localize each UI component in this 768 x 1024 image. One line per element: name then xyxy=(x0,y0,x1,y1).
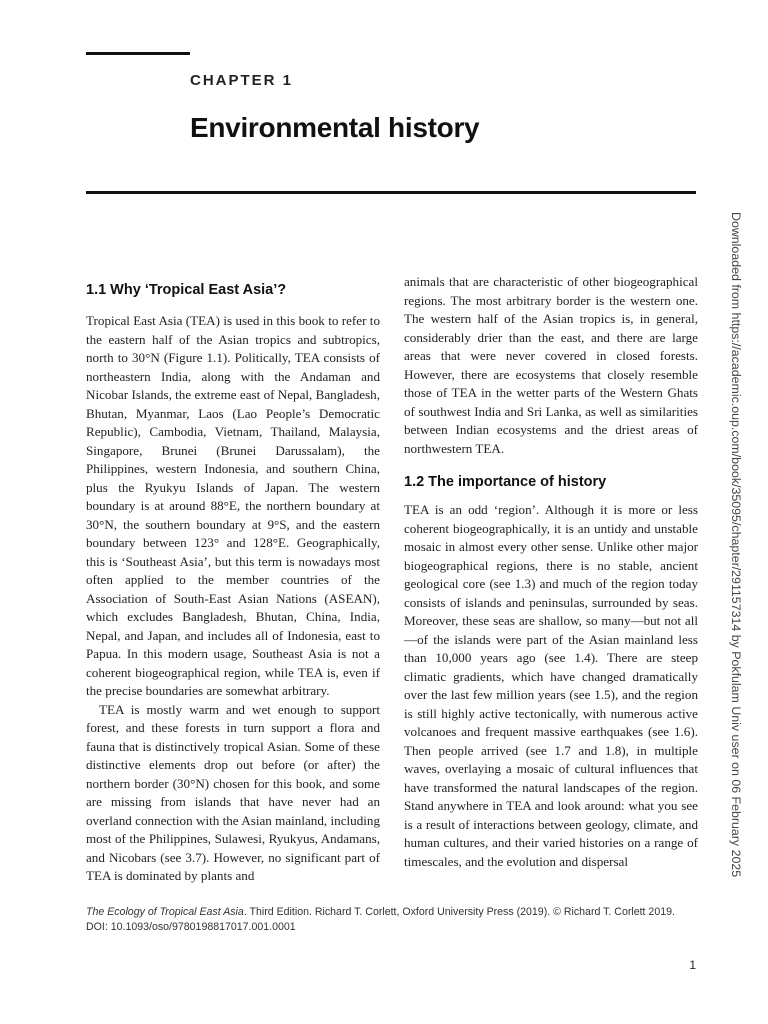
doi: DOI: 10.1093/oso/9780198817017.001.0001 xyxy=(86,921,296,933)
book-title: The Ecology of Tropical East Asia xyxy=(86,906,244,918)
download-watermark: Downloaded from https://academic.oup.com/book/35095/chapter/291157314 by Pokfulam Univ user on 06 February 2025 xyxy=(729,212,743,878)
section-heading-1-1: 1.1 Why ‘Tropical East Asia’? xyxy=(86,282,287,298)
paragraph: TEA is an odd ‘region’. Although it is more or less coherent biogeographically, it is an untidy and unstable mosaic in almost every other sense. Unlike other major biogeographical regions, there is no stable, ancient geological core (see 1.3) and much of the region today consists of islands and peninsulas, surrounded by seas. Moreover, these seas are shallow, so many—but not all—of the islands were part of the Asian mainland less than 10,000 years ago (see 1.4). There are steep climatic gradients, which have changed dramatically over the last few million years (see 1.5), and the region is still highly active tectonically, with numerous active volcanoes and frequent massive earthquakes (see 1.6). Then people arrived (see 1.7 and 1.8), in multiple waves, overlaying a mosaic of cultural influences that have transformed the natural landscapes of the region. Stand anywhere in TEA and look around: what you see is a result of interactions between geology, climate, and human cultures, and their varied histories on a range of timescales, and the evolution and dispersal xyxy=(404,502,698,869)
chapter-label: CHAPTER 1 xyxy=(190,72,294,89)
paragraph: TEA is mostly warm and wet enough to support forest, and these forests in turn support a flora and fauna that is distinctively tropical Asian. Some of these distinctive elements drop out before (or after) the northern border (30°N) chosen for this book, and some are missing from islands that have never had an overland connection with the Asian mainland, including most of the Philippines, Sulawesi, Ryukyus, Andamans, and Nicobars (see 3.7). However, no significant part of TEA is dominated by plants and xyxy=(86,701,380,883)
chapter-title: Environmental history xyxy=(190,112,480,143)
paragraph: Tropical East Asia (TEA) is used in this book to refer to the eastern half of the Asian tropics and subtropics, north to 30°N (Figure 1.1). Politically, TEA consists of northeastern India, along with the Andaman and Nicobar Islands, the extreme east of Nepal, Bangladesh, Bhutan, Myanmar, Laos (Lao People’s Democratic Republic), Cambodia, Vietnam, Thailand, Malaysia, Singapore, Brunei (Brunei Darussalam), the Philippines, western Indonesia, and southern China, plus the Ryukyu Islands of Japan. The western boundary is at around 88°E, the northern boundary at 30°N, the southern boundary at 9°S, and the eastern boundary between 123° and 128°E. Geographically, this is ‘Southeast Asia’, but this term is nowadays most often applied to the member countries of the Association of South-East Asian Nations (ASEAN), which excludes Bangladesh, Bhutan, China, India, Nepal, and Japan, and includes all of Indonesia, east to Papua. In this modern usage, Southeast Asia is not a coherent biogeographical region, while TEA is, even if the precise boundaries are somewhat arbitrary. xyxy=(86,313,380,698)
paragraph: animals that are characteristic of other biogeographical regions. The most arbitrary border is the western one. The western half of the Asian tropics is, in general, considerably drier than the east, and there are large areas that were never covered in closed forests. However, there are ecosystems that closely resemble those of TEA in the wetter parts of the Western Ghats of southwest India and Sri Lanka, as well as similarities between Indian ecosystems and the driest areas of northwestern TEA. xyxy=(404,274,698,456)
section-heading-1-2: 1.2 The importance of history xyxy=(404,474,607,490)
page-number: 1 xyxy=(689,958,696,972)
top-rule xyxy=(86,52,190,55)
left-column xyxy=(86,280,380,886)
title-rule xyxy=(86,191,696,194)
right-column xyxy=(404,273,698,871)
citation-text: . Third Edition. Richard T. Corlett, Oxford University Press (2019). © Richard T. Corlett 2019. xyxy=(243,906,675,918)
footer-citation xyxy=(86,905,706,935)
